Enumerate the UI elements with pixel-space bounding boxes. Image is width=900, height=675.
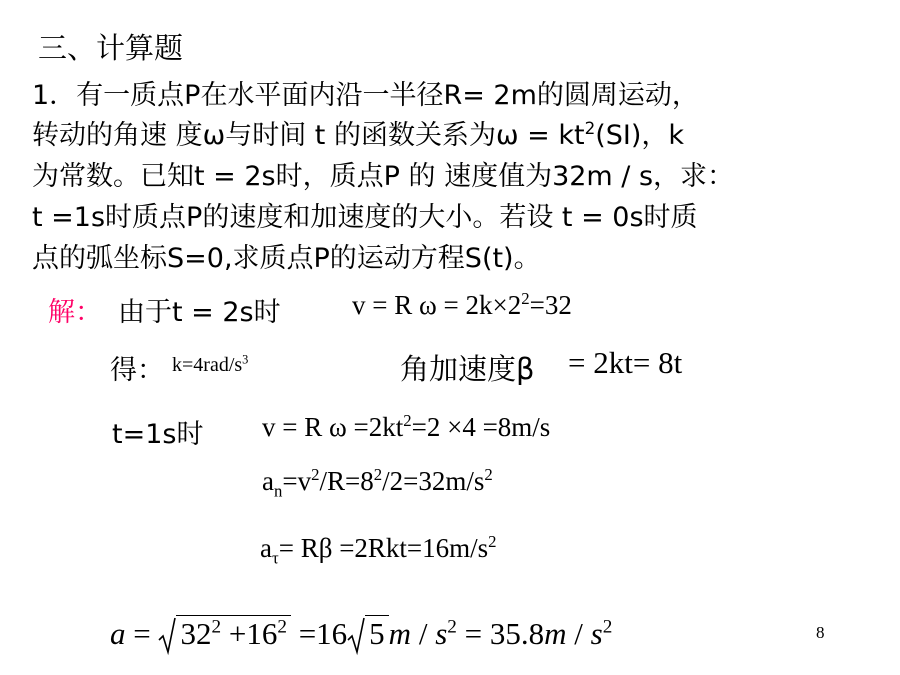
problem-line-5: 点的弧坐标S=0,求质点P的运动方程S(t)。 <box>32 243 541 274</box>
beta-equation: = 2kt= 8t <box>568 345 683 380</box>
problem-line-4: t =1s时质点P的速度和加速度的大小。若设 t = 0s时质 <box>32 202 698 233</box>
sqrt-sign-1: $32^2 +16^2$ <box>158 616 290 652</box>
k-value: $k=4rad/s^3$ <box>172 352 249 376</box>
t1-velocity-equation: v = R $\omega =2kt^2=2 \times 4 =8m/s$ <box>262 411 551 442</box>
sqrt-sign-2: 5 <box>347 616 389 652</box>
page-number: 8 <box>816 623 825 642</box>
solution-line1-equation: v = R $\omega = 2k\times 2^2=32$ <box>352 289 572 320</box>
problem-line-2: 转动的角速 度ω与时间 t 的函数关系为$\omega = kt^2(SI)$，k <box>32 118 685 151</box>
problem-line-3: 为常数。已知t = 2s时，质点P 的 速度值为32m / s，求： <box>32 161 735 192</box>
solution-line1-prefix: 由于t = 2s时 <box>118 297 281 328</box>
t1-prefix: t=1s时 <box>112 419 204 450</box>
normal-acceleration-equation: $a_n=v^2/R=8^2/2=32m/s^2$ <box>262 465 493 501</box>
problem-line-1: 1．有一质点P在水平面内沿一半径R= 2m的圆周运动， <box>32 80 699 111</box>
section-title: 三、计算题 <box>38 31 184 65</box>
total-acceleration-equation: a = $32^2 +16^2 =16$ 5 $m / s^2 = 35.8m / s^2$ <box>110 616 613 651</box>
solution-label: 解： <box>48 297 102 328</box>
de-label: 得： <box>110 355 164 386</box>
beta-label: 角加速度β <box>400 352 535 386</box>
tangential-acceleration-equation: $a_\tau= R\beta =2Rkt=16m/s^2$ <box>260 532 497 568</box>
